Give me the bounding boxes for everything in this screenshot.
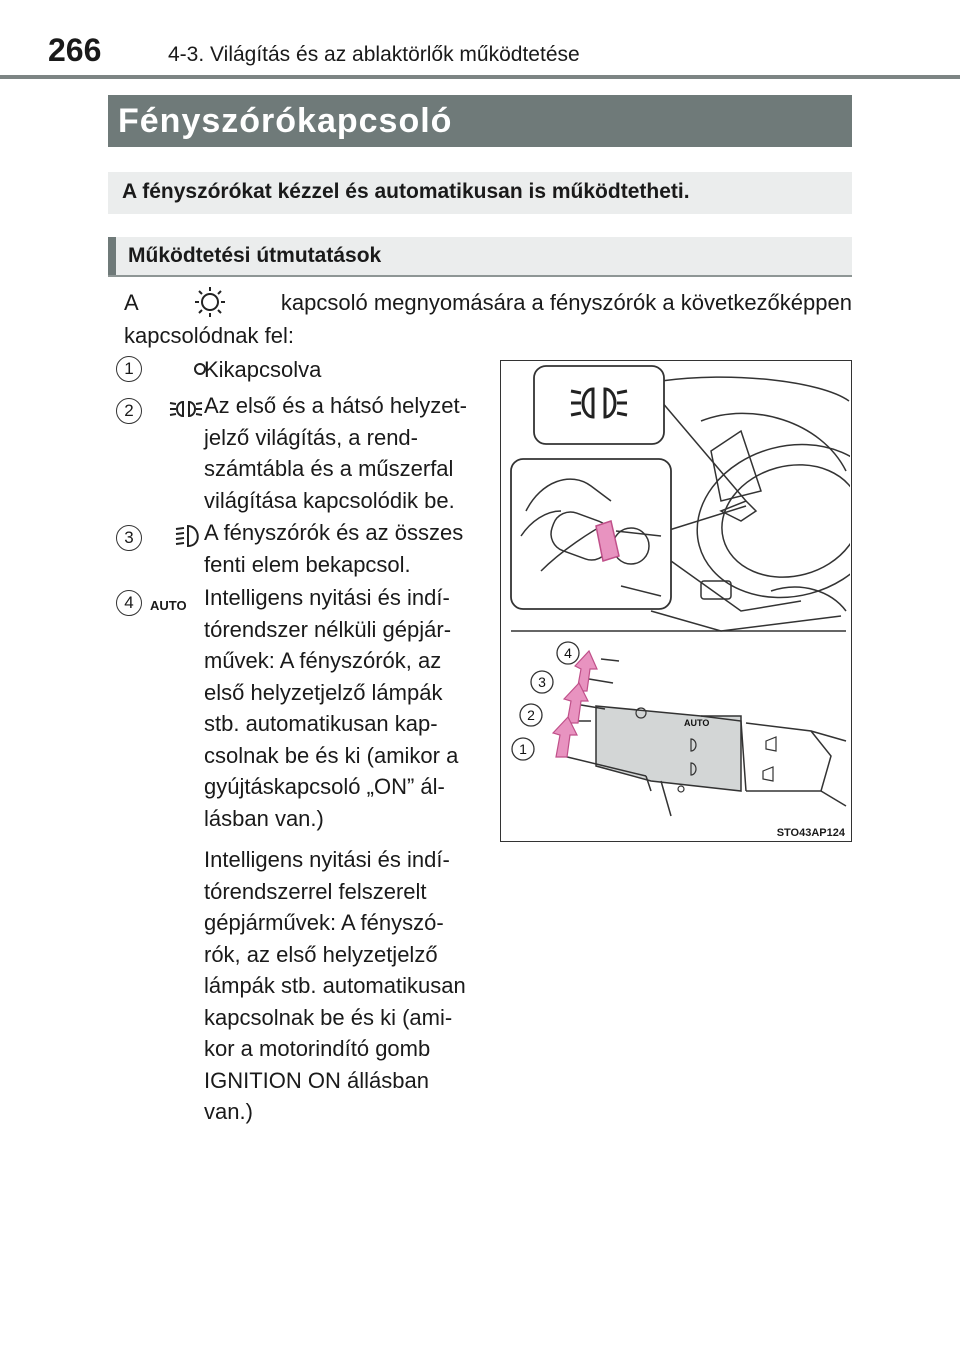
item-number: 3 [116, 525, 142, 551]
page-number: 266 [48, 32, 102, 68]
item-text-line: kor a motorindító gomb [204, 1036, 431, 1061]
subheading-text: Működtetési útmutatások [128, 244, 382, 267]
intro-text: A fényszórókat kézzel és automatikusan is működtetheti. [122, 180, 690, 203]
item-text-line: Az első és a hátsó helyzet- [204, 393, 467, 418]
item-number: 1 [116, 356, 142, 382]
item-text-line: lámpák stb. automatikusan [204, 973, 466, 998]
para-text-1: kapcsoló megnyomására a fényszórók a következőképpen [280, 290, 852, 315]
item-text-line: A fényszórók és az összes [204, 520, 464, 545]
item-text-line: művek: A fényszórók, az [204, 648, 442, 673]
item-text-line: rók, az első helyzetjelző [204, 941, 438, 967]
subheading-bar [108, 237, 852, 277]
item-text-line: számtábla és a műszerfal [204, 456, 454, 481]
item-text-line: kapcsolnak be és ki (ami- [204, 1004, 453, 1030]
position-arrows [553, 651, 597, 757]
section-title: Fényszórókapcsoló [118, 102, 453, 140]
item-text-line: stb. automatikusan kap- [204, 711, 438, 736]
instruction-paragraph [124, 286, 852, 352]
item-text-line: Intelligens nyitási és indí- [204, 847, 450, 872]
chapter-title: 4-3. Világítás és az ablaktörlők működtetése [168, 43, 580, 66]
figure-caption: STO43AP124 [776, 827, 845, 839]
section-title-bar [108, 95, 852, 147]
item-text-line: gyújtáskapcsoló „ON” ál- [204, 774, 445, 799]
subheading-marker [108, 237, 116, 275]
switch-auto-label: AUTO [684, 718, 710, 728]
item-number: 4 [116, 590, 142, 616]
light-sun-icon [180, 286, 240, 319]
figure-label: 4 [564, 645, 572, 661]
item-text-line: tórendszer nélküli gépjár- [204, 616, 452, 642]
headlight-switch-figure [500, 360, 852, 842]
item-text-line: Intelligens nyitási és indí- [204, 585, 450, 610]
para-text-2: kapcsolódnak fel: [124, 323, 294, 348]
headlight-icon [146, 521, 206, 551]
item-text-line: első helyzetjelző lámpák [204, 679, 443, 705]
figure-illustration [501, 361, 850, 840]
item-text: Kikapcsolva [204, 357, 322, 382]
item-text-line: tórendszerrel felszerelt [204, 878, 427, 904]
item-text-line: világítása kapcsolódik be. [204, 487, 455, 513]
item-text-line: jelző világítás, a rend- [204, 424, 418, 450]
figure-label: 3 [538, 674, 546, 690]
item-text-line: IGNITION ON állásban [204, 1067, 429, 1093]
item-text-line: gépjárművek: A fényszó- [204, 910, 444, 935]
header-rule [0, 75, 960, 79]
item-number: 2 [116, 398, 142, 424]
intro-box [108, 172, 852, 214]
item-text-line: lásban van.) [204, 805, 324, 831]
figure-label: 2 [527, 707, 535, 723]
para-word-a: A [124, 290, 139, 315]
item-text-line: van.) [204, 1099, 253, 1124]
figure-label: 1 [519, 741, 527, 757]
auto-icon: AUTO [150, 598, 187, 613]
item-text-line: fenti elem bekapcsol. [204, 551, 411, 577]
off-icon [146, 354, 206, 384]
item-text-line: csolnak be és ki (amikor a [204, 742, 459, 768]
parking-lights-icon [146, 394, 206, 424]
